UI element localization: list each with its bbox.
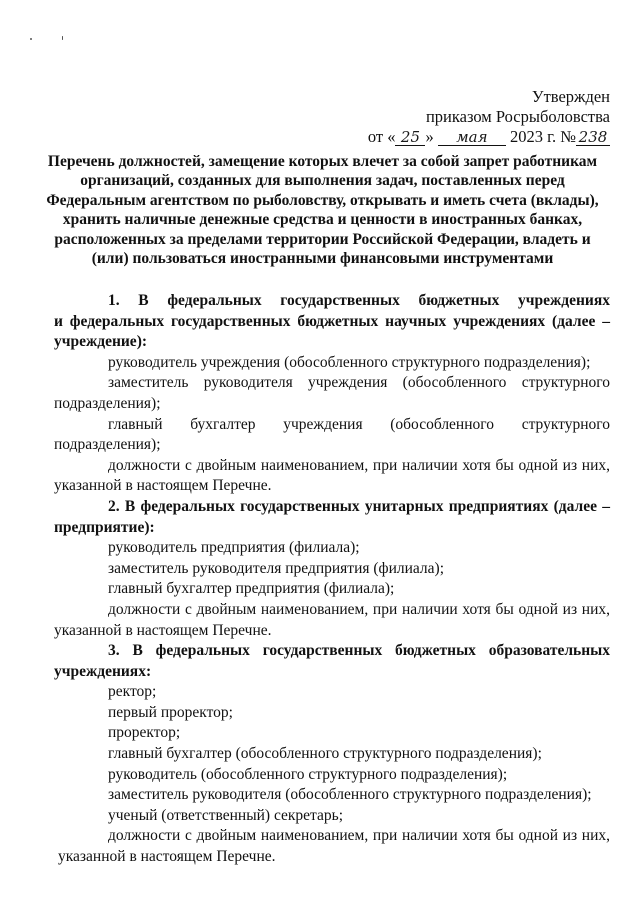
list-item-cont: указанной в настоящем Перечне.: [58, 848, 276, 866]
section-3-heading-end: учреждениях:: [54, 662, 152, 680]
section-1-heading: 1. В федеральных государственных бюджетных учреждениях: [108, 292, 610, 309]
handwritten-order-number: 238: [576, 130, 610, 146]
list-item: заместитель руководителя (обособленного структурного подразделения);: [108, 786, 592, 804]
section-1-heading-end: учреждение):: [54, 333, 148, 351]
list-item: должности с двойным наименованием, при наличии хотя бы одной из них,: [108, 456, 610, 474]
list-item: должности с двойным наименованием, при наличии хотя бы одной из них,: [108, 600, 610, 618]
list-item-cont: подразделения);: [54, 394, 161, 412]
section-2-heading: 2. В федеральных государственных унитарных предприятиях (далее –: [108, 497, 610, 515]
scan-speck: [62, 36, 63, 40]
list-item: главный бухгалтер (обособленного структурного подразделения);: [108, 745, 542, 763]
list-item-cont: указанной в настоящем Перечне.: [54, 621, 272, 639]
list-item: руководитель (обособленного структурного подразделения);: [108, 765, 508, 783]
section-2-heading-end: предприятие):: [54, 518, 155, 536]
list-item: руководитель учреждения (обособленного структурного подразделения);: [108, 353, 591, 371]
list-item: первый проректор;: [108, 703, 233, 721]
approval-line-1: Утвержден: [531, 87, 610, 106]
date-prefix: от «: [367, 127, 396, 146]
scan-speck: [30, 38, 32, 40]
date-mid: »: [425, 127, 434, 146]
section-1-heading-cont: и федеральных государственных бюджетных научных учреждениях (далее –: [54, 312, 610, 330]
list-item: проректор;: [108, 724, 181, 742]
list-item: заместитель руководителя предприятия (филиала);: [108, 559, 445, 577]
list-item: главный бухгалтер предприятия (филиала);: [108, 580, 395, 598]
approval-line-2: приказом Росрыболовства: [425, 107, 610, 126]
approval-date-line: [368, 127, 610, 147]
list-item-cont: подразделения);: [54, 436, 161, 454]
handwritten-day: 25: [395, 130, 425, 146]
list-item: руководитель предприятия (филиала);: [108, 539, 360, 557]
approval-stamp: [368, 87, 610, 147]
list-item: ученый (ответственный) секретарь;: [108, 806, 344, 824]
list-item: главный бухгалтер учреждения (обособленного структурного: [108, 415, 610, 433]
year-text: 2023 г. №: [509, 127, 576, 146]
list-item: ректор;: [108, 683, 157, 701]
list-item-cont: указанной в настоящем Перечне.: [54, 477, 272, 495]
list-item: должности с двойным наименованием, при наличии хотя бы одной из них,: [108, 827, 610, 845]
document-title: Перечень должностей, замещение которых влечет за собой запрет работникам организаций, созданных для выполнения задач, поставленных перед Федеральным агентством по рыболовству, открывать и иметь счета (вклады), хранить наличные денежные средства и ценности в иностранных банках, расположенных за пределами территории Российской Федерации, владеть и (или) пользоваться иностранными финансовыми инструментами: [46, 153, 599, 268]
list-item: заместитель руководителя учреждения (обособленного структурного: [108, 374, 610, 392]
handwritten-month: мая: [438, 130, 506, 146]
section-3-heading: 3. В федеральных государственных бюджетных образовательных: [108, 642, 610, 660]
document-body: [54, 291, 610, 868]
